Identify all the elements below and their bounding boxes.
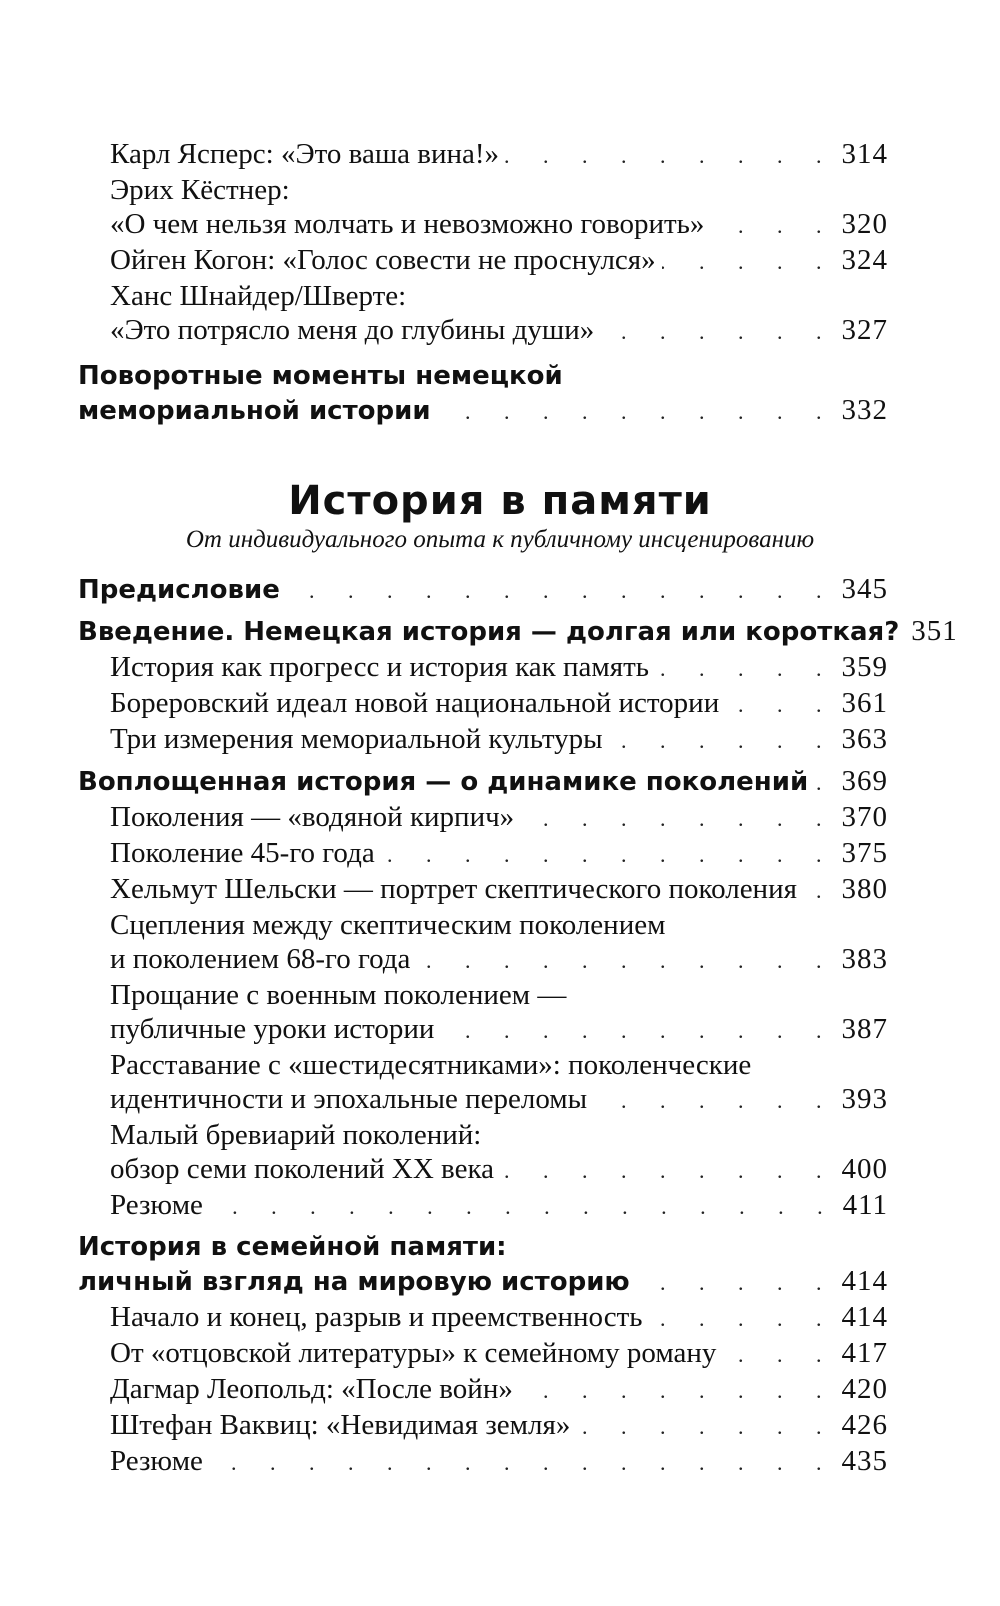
dot-leader (649, 1302, 836, 1336)
entry-last-line (110, 686, 888, 722)
entry-last-line (110, 1408, 888, 1444)
dot-leader (710, 209, 835, 243)
toc-chapter-entry (78, 1230, 888, 1300)
page-number: 435 (841, 1445, 888, 1477)
dot-leader (519, 1374, 836, 1408)
dot-leader (722, 1338, 835, 1372)
entry-last-line (78, 764, 888, 800)
entry-title-line: Карл Ясперс: «Это ваша вина!» (110, 138, 500, 170)
entry-title-line: От «отцовской литературы» к семейному роману (110, 1337, 717, 1369)
dot-leader (416, 944, 835, 978)
part-title: История в памяти (288, 478, 712, 524)
entry-last-line (110, 313, 888, 349)
entry-title-line: «О чем нельзя молчать и невозможно говорить» (110, 208, 705, 240)
dot-leader (600, 315, 835, 349)
dot-leader (609, 724, 836, 758)
page-number: 400 (841, 1153, 888, 1185)
page-number: 417 (841, 1337, 888, 1369)
entry-last-line (110, 1188, 888, 1224)
entry-title-line: Дагмар Леопольд: «После войн» (110, 1373, 513, 1405)
entry-title-line: Три измерения мемориальной культуры (110, 723, 603, 755)
toc-subentry (78, 1408, 888, 1444)
entry-title-line: Резюме (110, 1445, 203, 1477)
page-number: 327 (841, 314, 888, 346)
entry-title-line: обзор семи поколений XX века (110, 1153, 494, 1185)
toc-subentry (78, 686, 888, 722)
dot-leader (576, 1410, 835, 1444)
page-number: 332 (841, 394, 888, 426)
entry-title-line: Бореровский идеал новой национальной истории (110, 687, 720, 719)
entry-title-line: Ханс Шнайдер/Шверте: (110, 280, 407, 312)
entry-title-line: Эрих Кёстнер: (110, 174, 290, 206)
entry-title-line: Расставание с «шестидесятниками»: поколенческие (110, 1049, 752, 1081)
entry-last-line (110, 1152, 888, 1188)
toc-subentry (78, 1336, 888, 1372)
entry-title-line: Хельмут Шельски — портрет скептического поколения (110, 873, 797, 905)
dot-leader (209, 1190, 837, 1224)
dot-leader (520, 802, 835, 836)
toc-subentry (78, 1118, 888, 1188)
toc-subentry (78, 908, 888, 978)
dot-leader (593, 1084, 835, 1118)
dot-leader (505, 139, 835, 173)
toc-subentry (78, 722, 888, 758)
page-number: 420 (841, 1373, 888, 1405)
page-number: 383 (841, 943, 888, 975)
dot-leader (381, 838, 836, 872)
page-number: 314 (841, 138, 888, 170)
entry-last-line (110, 207, 888, 243)
page-number: 363 (841, 723, 888, 755)
dot-leader (662, 245, 836, 279)
entry-last-line (110, 942, 888, 978)
entry-last-line (110, 1336, 888, 1372)
entry-title-line: мемориальной истории (78, 396, 431, 426)
entry-title-line: Начало и конец, разрыв и преемственность (110, 1301, 643, 1333)
entry-last-line (110, 872, 888, 908)
page-number: 351 (911, 615, 958, 647)
entry-title-line: Поворотные моменты немецкой (78, 361, 563, 391)
page-number: 380 (841, 873, 888, 905)
page-number: 414 (841, 1265, 888, 1297)
dot-leader (814, 766, 835, 800)
toc-subentry (78, 1300, 888, 1336)
entry-title-line: Малый бревиарий поколений: (110, 1119, 482, 1151)
page-number: 411 (842, 1189, 888, 1221)
dot-leader (209, 1446, 836, 1480)
dot-leader (286, 574, 836, 608)
dot-leader (725, 688, 835, 722)
page-number: 345 (841, 573, 888, 605)
toc-subentry (78, 978, 888, 1048)
entry-title-line: Резюме (110, 1189, 203, 1221)
dot-leader (803, 874, 836, 908)
toc-chapter-entry (78, 764, 888, 800)
toc-subentry (78, 1048, 888, 1118)
dot-leader (500, 1154, 836, 1188)
toc-subentry (78, 137, 888, 173)
page-number: 387 (841, 1013, 888, 1045)
entry-last-line (110, 1444, 888, 1480)
entry-title-line: личный взгляд на мировую историю (78, 1267, 630, 1297)
entry-last-line (110, 836, 888, 872)
entry-last-line (78, 1264, 888, 1300)
part-subtitle: От индивидуального опыта к публичному инсценированию (185, 526, 815, 553)
entry-last-line (110, 243, 888, 279)
dot-leader (437, 395, 836, 429)
toc-subentry (78, 1444, 888, 1480)
dot-leader (636, 1266, 836, 1300)
entry-last-line (110, 1012, 888, 1048)
entry-last-line (110, 1300, 888, 1336)
toc-subentry (78, 243, 888, 279)
page-number: 393 (841, 1083, 888, 1115)
page-number: 324 (841, 244, 888, 276)
entry-last-line (110, 1082, 888, 1118)
entry-last-line (110, 800, 888, 836)
entry-title-line: Сцепления между скептическим поколением (110, 909, 666, 941)
entry-last-line (110, 137, 888, 173)
toc-subentry (78, 836, 888, 872)
entry-title-line: публичные уроки истории (110, 1013, 435, 1045)
page-number: 426 (841, 1409, 888, 1441)
toc-section-part (78, 572, 958, 1480)
toc-chapter-entry (78, 359, 888, 429)
page-number: 414 (841, 1301, 888, 1333)
entry-title-line: Предисловие (78, 575, 280, 605)
toc-subentry (78, 650, 888, 686)
entry-title-line: «Это потрясло меня до глубины души» (110, 314, 595, 346)
entry-last-line (78, 614, 958, 650)
toc-chapter-entry (78, 614, 958, 650)
toc-subentry (78, 173, 888, 243)
entry-title-line: Воплощенная история — о динамике поколений (78, 767, 809, 797)
page-number: 359 (841, 651, 888, 683)
toc-section-top (78, 137, 888, 429)
entry-title-line: История как прогресс и история как память (110, 651, 649, 683)
entry-title-line: История в семейной памяти: (78, 1232, 507, 1262)
toc-subentry (78, 872, 888, 908)
entry-title-line: Ойген Когон: «Голос совести не проснулся» (110, 244, 656, 276)
entry-last-line (110, 722, 888, 758)
toc-subentry (78, 1372, 888, 1408)
entry-title-line: Поколения — «водяной кирпич» (110, 801, 515, 833)
toc-chapter-entry (78, 572, 888, 608)
toc-subentry (78, 1188, 888, 1224)
page-number: 375 (841, 837, 888, 869)
entry-title-line: и поколением 68-го года (110, 943, 411, 975)
entry-title-line: Поколение 45-го года (110, 837, 375, 869)
dot-leader (440, 1014, 835, 1048)
entry-last-line (78, 393, 888, 429)
entry-last-line (78, 572, 888, 608)
entry-title-line: идентичности и эпохальные переломы (110, 1083, 588, 1115)
toc-subentry (78, 279, 888, 349)
page-number: 361 (841, 687, 888, 719)
page-number: 369 (841, 765, 888, 797)
entry-title-line: Штефан Ваквиц: «Невидимая земля» (110, 1409, 571, 1441)
page-number: 370 (841, 801, 888, 833)
page-number: 320 (841, 208, 888, 240)
dot-leader (655, 652, 836, 686)
entry-last-line (110, 650, 888, 686)
entry-title-line: Прощание с военным поколением — (110, 979, 567, 1011)
entry-title-line: Введение. Немецкая история — долгая или короткая? (78, 617, 900, 647)
entry-last-line (110, 1372, 888, 1408)
toc-subentry (78, 800, 888, 836)
